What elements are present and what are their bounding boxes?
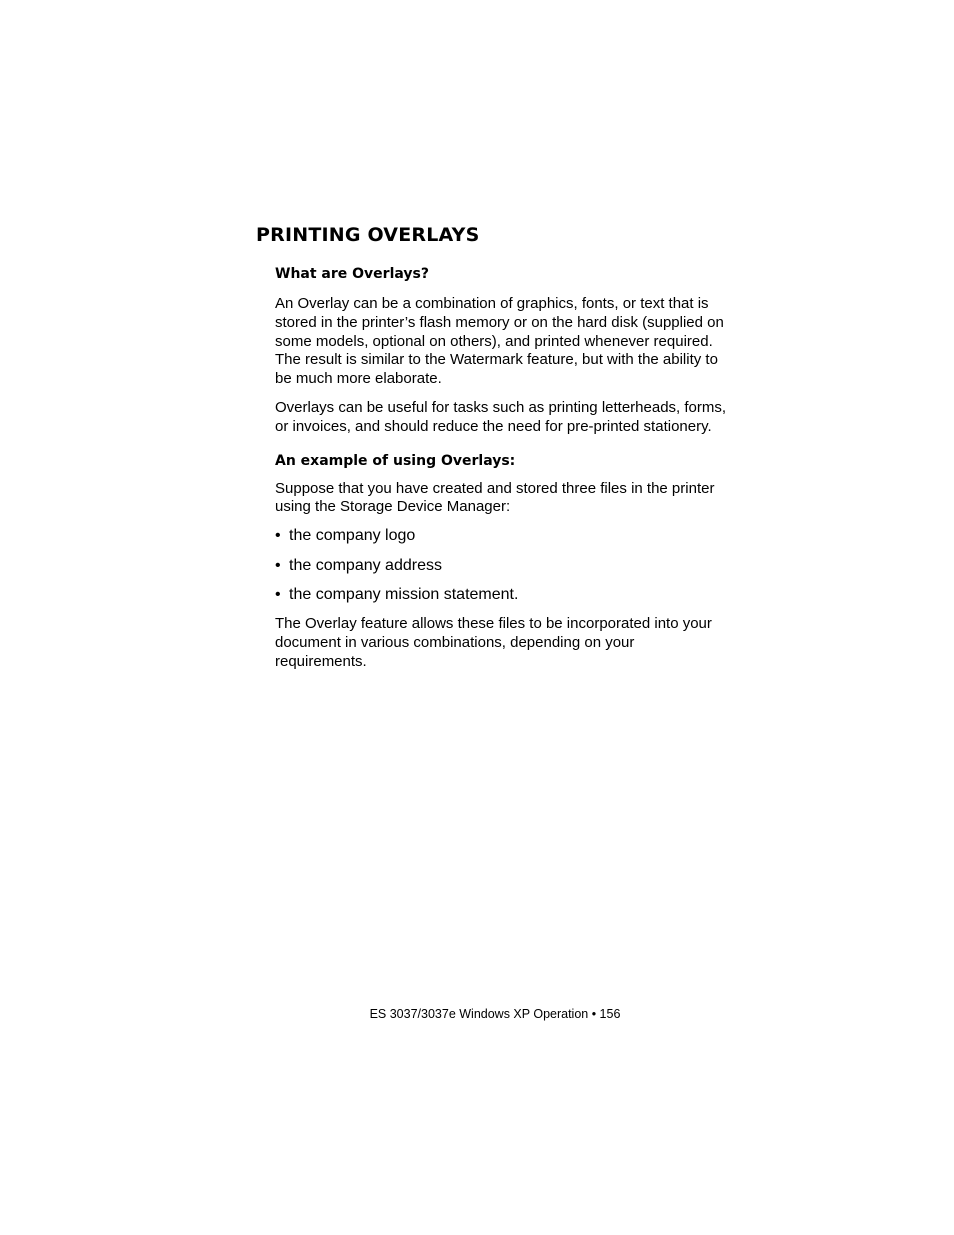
bullet-marker: • — [275, 557, 281, 575]
paragraph-overlay-definition: An Overlay can be a combination of graphics, fonts, or text that is stored in the printer’s flash memory or on the hard disk (supplied on some models, optional on others), and printed whenever required. The result is similar to the Watermark feature, but with the ability to be much more elaborate. — [275, 295, 724, 388]
paragraph-example-intro: Suppose that you have created and stored three files in the printer using the Storage Device Manager: — [275, 479, 715, 516]
file-list — [275, 526, 743, 605]
paragraph-overlay-feature: The Overlay feature allows these files to be incorporated into your document in various combinations, depending on your requirements. — [275, 615, 712, 670]
list-item — [275, 526, 743, 546]
footer-text: ES 3037/3037e Windows XP Operation • 156 — [369, 1007, 621, 1021]
list-item-text: the company mission statement. — [289, 586, 519, 604]
section-heading-example: An example of using Overlays: — [275, 452, 516, 469]
bullet-marker: • — [275, 527, 281, 545]
list-item-text: the company address — [289, 557, 442, 575]
list-item — [275, 556, 743, 576]
list-item-text: the company logo — [289, 527, 416, 545]
list-item — [275, 585, 743, 605]
page-title: PRINTING OVERLAYS — [256, 224, 480, 246]
bullet-marker: • — [275, 586, 281, 604]
paragraph-overlay-uses: Overlays can be useful for tasks such as printing letterheads, forms, or invoices, and should reduce the need for pre-printed stationery. — [275, 398, 727, 435]
main-content — [275, 264, 743, 672]
section-heading-what-are-overlays: What are Overlays? — [275, 266, 429, 282]
page-footer — [0, 1006, 954, 1022]
